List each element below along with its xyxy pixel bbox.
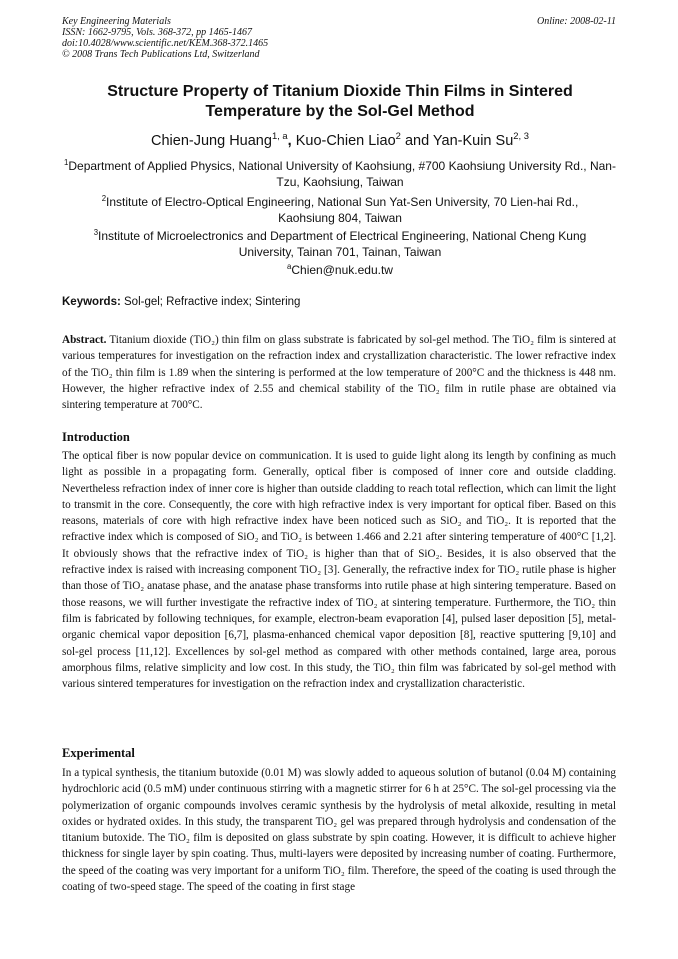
affiliation-text: Institute of Microelectronics and Department of Electrical Engineering, National Cheng Kung University, Tainan 701, Tainan, Taiwan bbox=[98, 229, 587, 259]
keywords-label: Keywords: bbox=[62, 296, 121, 308]
author-sup: 2 bbox=[395, 130, 401, 142]
author-sup: 1, a bbox=[271, 130, 288, 142]
affiliation-2 bbox=[90, 194, 590, 226]
author-name: Kuo-Chien Liao bbox=[295, 133, 396, 149]
keywords-text: Sol-gel; Refractive index; Sintering bbox=[124, 296, 301, 308]
copyright-line: © 2008 Trans Tech Publications Ltd, Switzerland bbox=[62, 49, 260, 60]
journal-name: Key Engineering Materials bbox=[62, 16, 171, 27]
author-name: Yan-Kuin Su bbox=[432, 133, 514, 149]
paper-title: Structure Property of Titanium Dioxide Thin Films in Sintered Temperature by the Sol-Gel Method bbox=[107, 83, 573, 120]
affiliation-3 bbox=[75, 228, 605, 260]
section-heading-experimental: Experimental bbox=[62, 746, 135, 760]
issn-line: ISSN: 1662-9795, Vols. 368-372, pp 1465-1467 bbox=[62, 27, 252, 38]
affiliation-1 bbox=[60, 158, 620, 190]
affiliation-number: 1 bbox=[64, 158, 69, 167]
keywords bbox=[62, 296, 622, 308]
author-name: Chien-Jung Huang bbox=[151, 133, 272, 149]
journal-header bbox=[62, 16, 616, 60]
experimental-paragraph: In a typical synthesis, the titanium butoxide (0.01 M) was slowly added to aqueous solution of butanol (0.04 M) containing hydrochloric acid (0.5 mM) under continuous stirring with a magnetic stirrer for 6 h at 25°C. The sol-gel processing via the polymerization of organic compounds involves ceramic synthesis by the hydrolysis of metal alkoxide, resulting in metal oxides or hydrated oxides. In this study, the transparent TiO₂ gel was prepared through hydrolysis and condensation of the titanium butoxide. The TiO₂ film is deposited on glass substrate by spin coating. However, it is difficult to achieve higher thickness for single layer by spin coating. Thus, multi-layers were deposited by increasing number of coating. Furthermore, the speed of the coating was very important for a uniform TiO₂ film. Therefore, the speed of the coating is used through the coating of two-speed stage. The speed of the coating in first stage bbox=[62, 767, 616, 894]
introduction-paragraph: The optical fiber is now popular device on communication. It is used to guide light along its length by confining as much light as possible in a propagating form. Generally, optical fiber is composed of inner core and outside cladding. Nevertheless refraction index of inner core is higher than outside cladding to reach total reflection, which can limit the light to transmit in the core. Consequently, the core with high refractive index is very important for optical fiber. Based on this reasons, materials of core with high refractive index have been noticed such as SiO₂ and TiO₂. It is reported that the refractive index which is composed of SiO₂ and TiO₂ is between 1.466 and 2.21 after sintering temperature of 400°C [1,2]. It obviously shows that the refractive index of TiO₂ is higher than that of SiO₂. Besides, it is also observed that the refractive index is raised with increasing component TiO₂ [3]. Generally, the refractive index for TiO₂ rutile phase is higher than those of TiO₂ anatase phase, and the anatase phase transforms into rutile phase at high sintering temperature. Based on those reasons, we will further investigate the refractive index of TiO₂ at sintering temperature. Furthermore, the TiO₂ thin film is fabricated by following techniques, for example, electron-beam evaporation [4], pulsed laser deposition [5], metal-organic chemical vapor deposition [6,7], plasma-enhanced chemical vapor deposition [8], reactive sputtering [9,10] and sol-gel process [11,12]. Excellences by sol-gel method as compared with other methods contained, large area, porous amorphous films, relative simplicity and low cost. In this study, the TiO₂ thin film was fabricated by sol-gel method with various sintered temperatures for investigation on the refraction index and crystallization characteristic. bbox=[62, 450, 616, 691]
affiliation-number: 3 bbox=[93, 228, 99, 237]
affiliation-text: Department of Applied Physics, National University of Kaohsiung, #700 Kaohsiung University Rd., Nan-Tzu, Kaohsiung, Taiwan bbox=[68, 159, 616, 189]
email-address[interactable]: Chien@nuk.edu.tw bbox=[291, 263, 393, 277]
author-conjunction: and bbox=[404, 133, 430, 149]
doi-line[interactable]: doi:10.4028/www.scientific.net/KEM.368-372.1465 bbox=[62, 38, 269, 49]
abstract-label: Abstract. bbox=[62, 334, 107, 346]
section-heading-introduction: Introduction bbox=[62, 430, 130, 444]
abstract bbox=[62, 332, 616, 413]
corresponding-email bbox=[60, 262, 620, 278]
online-date: Online: 2008-02-11 bbox=[537, 16, 616, 27]
affiliation-number: 2 bbox=[101, 194, 107, 203]
email-sup: a bbox=[287, 262, 292, 271]
abstract-text: Titanium dioxide (TiO₂) thin film on glass substrate is fabricated by sol-gel method. The TiO₂ film is sintered at various temperatures for investigation on the refraction index and crystallization characteristic. The lower refractive index of the TiO₂ thin film is 1.89 when the sintering is performed at the low temperature of 200°C and the thickness is 448 nm. However, the higher refractive index of 2.55 and chemical stability of the TiO₂ film in rutile phase are obtained via sintering temperature at 700°C. bbox=[62, 334, 616, 412]
author-list: Chien-Jung Huang$^{1, a}$, Kuo-Chien Liao$^2$ and Yan-Kuin Su$^{2, 3}$ bbox=[151, 130, 529, 149]
author-sup: 2, 3 bbox=[513, 130, 529, 142]
affiliation-text: Institute of Electro-Optical Engineering, National Sun Yat-Sen University, 70 Lien-hai Rd., Kaohsiung 804, Taiwan bbox=[106, 195, 579, 225]
